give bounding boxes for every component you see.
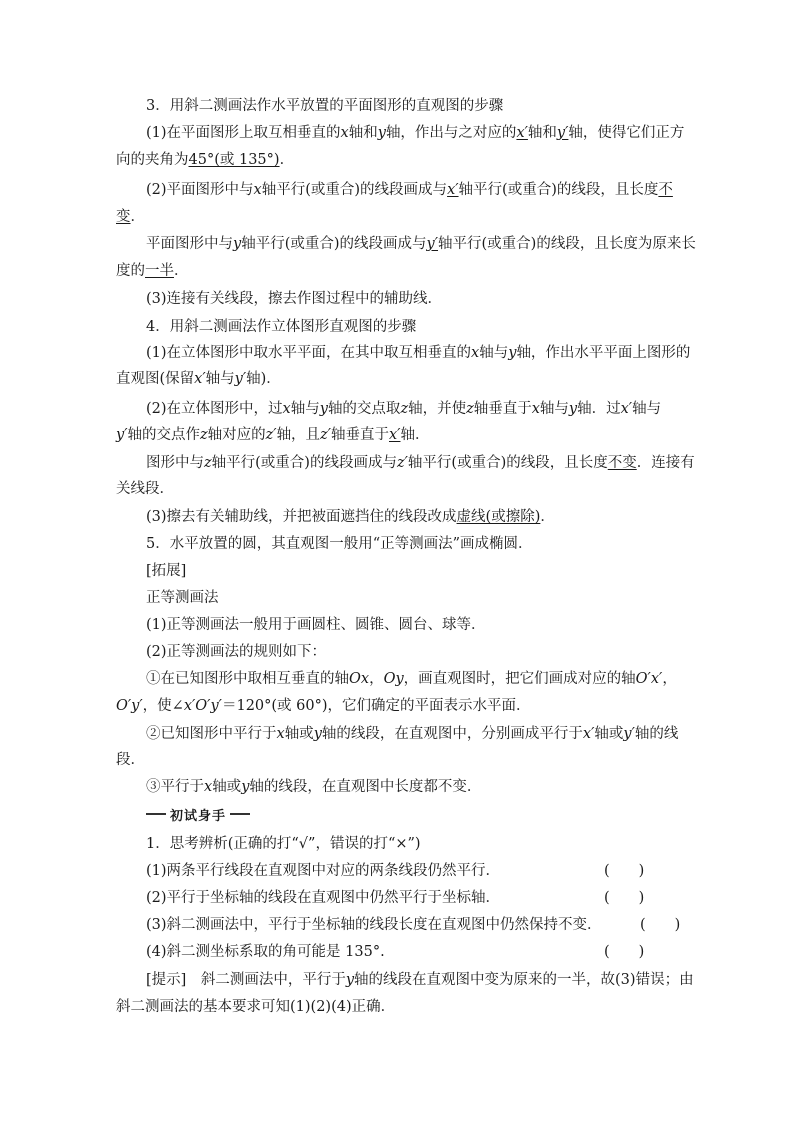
question-item-4: (4)斜二测坐标系取的角可能是 135°. xyxy=(146,944,385,960)
s4-p2-line2: y′轴的交点作z轴对应的z′轴，且z′轴垂直于x′轴． xyxy=(116,427,430,443)
s3-p2-line1: (2)平面图形中与x轴平行(或重合)的线段画成与x′轴平行(或重合)的线段，且长度不 xyxy=(146,182,673,198)
answer-blank-4: ( ) xyxy=(604,944,645,960)
s3-p2-line2: 变． xyxy=(116,209,145,225)
s3-p1-line2: 向的夹角为45°(或 135°)． xyxy=(116,152,295,168)
s3-p4: (3)连接有关线段，擦去作图过程中的辅助线． xyxy=(146,291,443,307)
extension-title: 正等测画法 xyxy=(146,590,219,606)
s4-p1-line2: 直观图(保留x′轴与y′轴)． xyxy=(116,371,281,387)
answer-blank-2: ( ) xyxy=(604,890,645,906)
s4-p3-line1: 图形中与z轴平行(或重合)的线段画成与z′轴平行(或重合)的线段，且长度不变．连接有 xyxy=(146,455,695,471)
answer-blank-1: ( ) xyxy=(604,863,645,879)
rule-2-line1: ②已知图形中平行于x轴或y轴的线段，在直观图中，分别画成平行于x′轴或y′轴的线 xyxy=(146,726,679,742)
question-1-heading: 1．思考辨析(正确的打“√”，错误的打“×”) xyxy=(146,836,421,852)
question-item-1: (1)两条平行线段在直观图中对应的两条线段仍然平行． xyxy=(146,863,501,879)
extension-p2: (2)正等测画法的规则如下： xyxy=(146,644,327,660)
s4-p3-line2: 关线段． xyxy=(116,481,174,497)
rule-1-line1: ①在已知图形中取相互垂直的轴Ox，Oy，画直观图时，把它们画成对应的轴O′x′， xyxy=(146,671,677,687)
tag-left-rule xyxy=(146,813,166,815)
question-item-2: (2)平行于坐标轴的线段在直观图中仍然平行于坐标轴． xyxy=(146,890,501,906)
section-3-heading: 3．用斜二测画法作水平放置的平面图形的直观图的步骤 xyxy=(146,98,504,114)
extension-tag: [拓展] xyxy=(146,563,187,579)
rule-2-line2: 段． xyxy=(116,752,145,768)
s4-p4: (3)擦去有关辅助线，并把被面遮挡住的线段改成虚线(或擦除)． xyxy=(146,509,555,525)
s4-p1-line1: (1)在立体图形中取水平平面，在其中取互相垂直的x轴与y轴，作出水平平面上图形的 xyxy=(146,345,691,361)
rule-1-line2: O′y′，使∠x′O′y′＝120°(或 60°)，它们确定的平面表示水平面． xyxy=(116,698,531,714)
tag-right-rule xyxy=(230,813,250,815)
hint-line2: 斜二测画法的基本要求可知(1)(2)(4)正确． xyxy=(116,999,396,1015)
s3-p3-line1: 平面图形中与y轴平行(或重合)的线段画成与y′轴平行(或重合)的线段，且长度为原来长 xyxy=(146,236,696,252)
s3-p3-line2: 度的一半． xyxy=(116,263,189,279)
section-5-heading: 5．水平放置的圆，其直观图一般用“正等测画法”画成椭圆． xyxy=(146,536,533,552)
question-item-3: (3)斜二测画法中，平行于坐标轴的线段长度在直观图中仍然保持不变． xyxy=(146,917,602,933)
trial-tag-label: 初试身手 xyxy=(170,808,227,824)
s4-p2-line1: (2)在立体图形中，过x轴与y轴的交点取z轴，并使z轴垂直于x轴与y轴．过x′轴与 xyxy=(146,401,662,417)
hint-line1: [提示] 斜二测画法中，平行于y轴的线段在直观图中变为原来的一半，故(3)错误；由 xyxy=(146,972,694,988)
answer-blank-3: ( ) xyxy=(640,917,681,933)
rule-3: ③平行于x轴或y轴的线段，在直观图中长度都不变． xyxy=(146,779,482,795)
trial-section-tag xyxy=(146,806,250,822)
section-4-heading: 4．用斜二测画法作立体图形直观图的步骤 xyxy=(146,319,417,335)
s3-p1-line1: (1)在平面图形上取互相垂直的x轴和y轴，作出与之对应的x′轴和y′轴，使得它们正方 xyxy=(146,125,685,141)
extension-p1: (1)正等测画法一般用于画圆柱、圆锥、圆台、球等． xyxy=(146,617,486,633)
